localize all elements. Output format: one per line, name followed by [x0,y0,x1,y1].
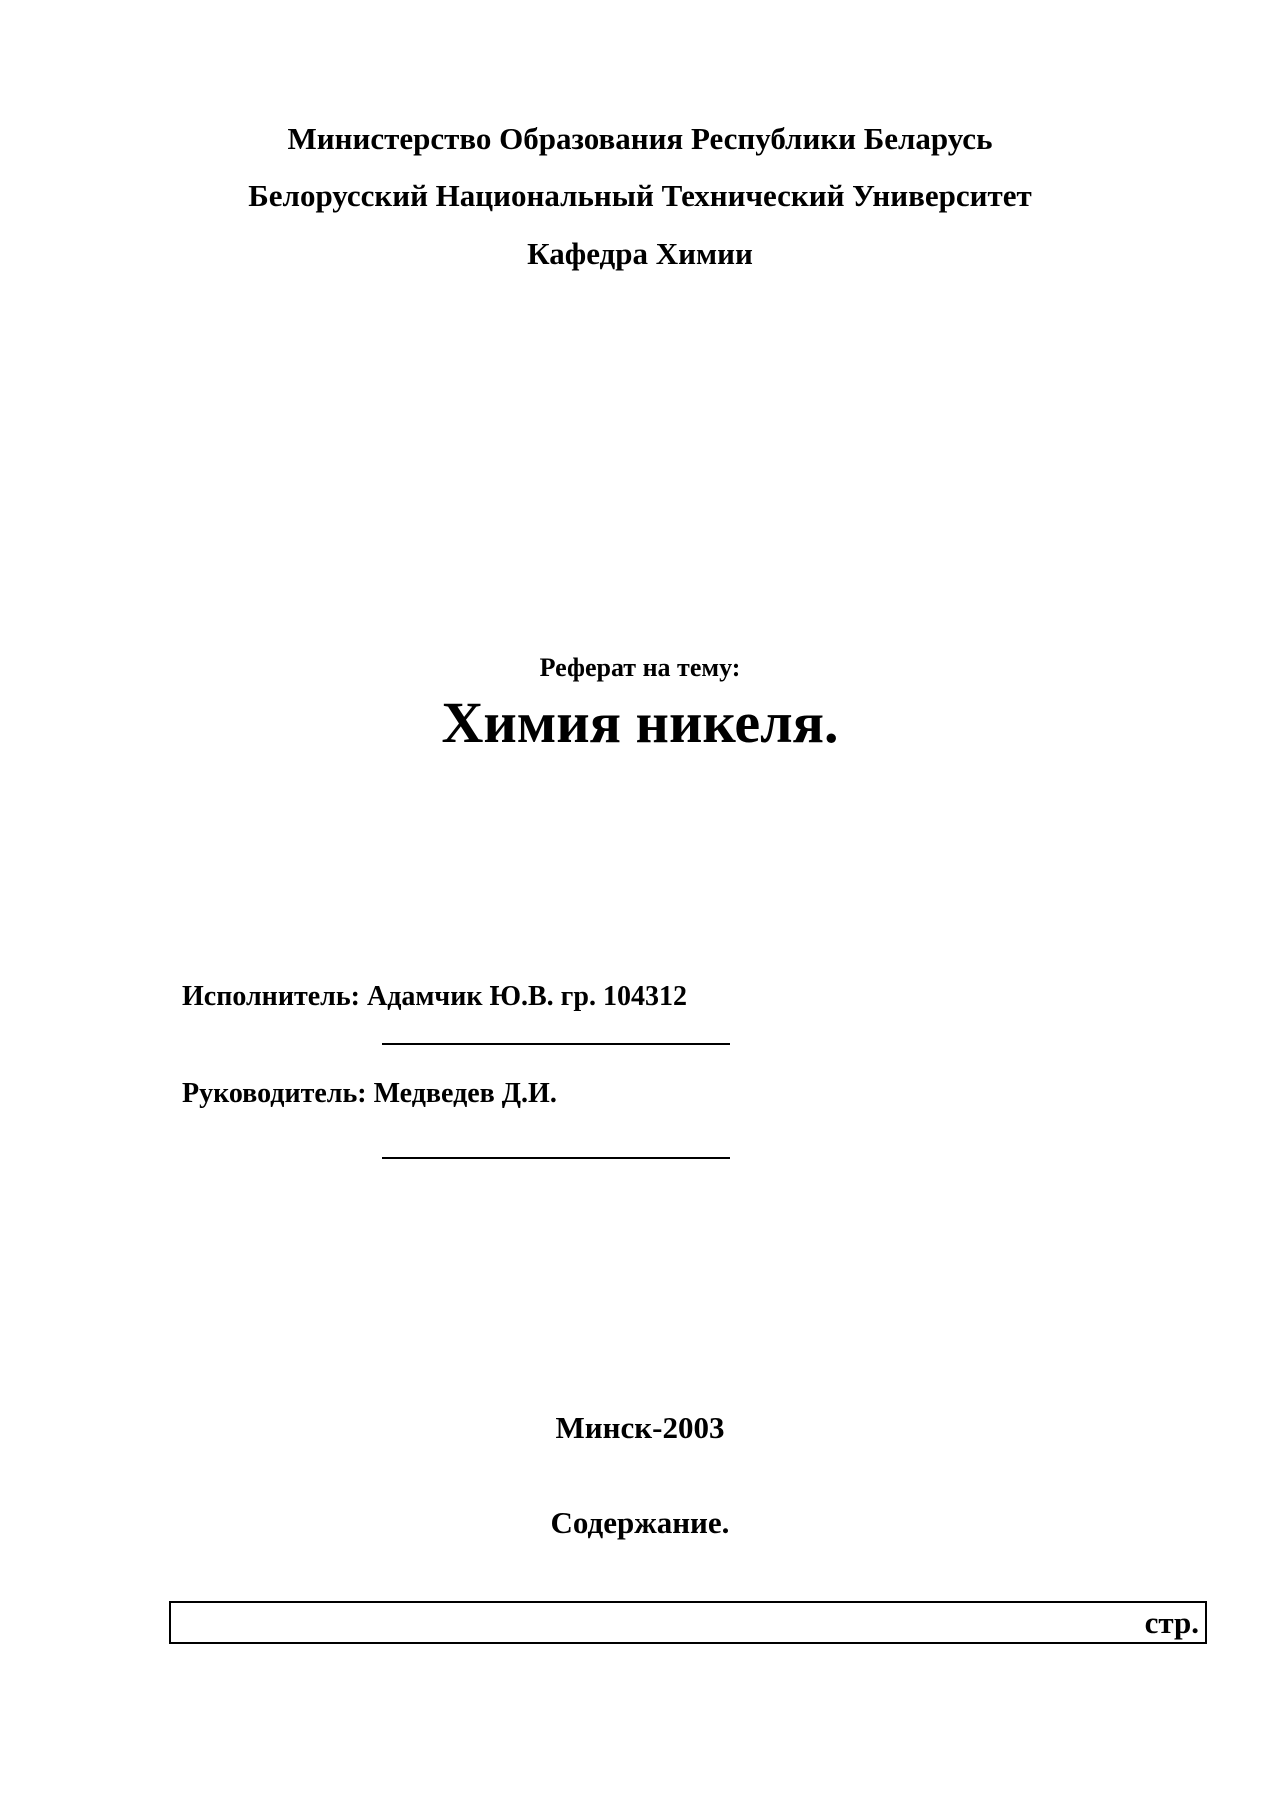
supervisor-label: Руководитель: Медведев Д.И. [182,1078,557,1109]
contents-heading: Содержание. [550,1505,730,1540]
university-name: Белорусский Национальный Технический Университет [248,178,1032,213]
ministry-name: Министерство Образования Республики Беларусь [287,121,993,156]
report-title: Химия никеля. [441,690,839,755]
contents-page-column-label: стр. [1144,1605,1199,1640]
city-year: Минск-2003 [555,1410,725,1445]
topic-label: Реферат на тему: [539,653,741,682]
supervisor-signature-line [382,1157,730,1159]
contents-table [169,1601,1207,1644]
executor-label: Исполнитель: Адамчик Ю.В. гр. 104312 [182,981,687,1012]
executor-signature-line [382,1043,730,1045]
department-name: Кафедра Химии [527,236,753,271]
